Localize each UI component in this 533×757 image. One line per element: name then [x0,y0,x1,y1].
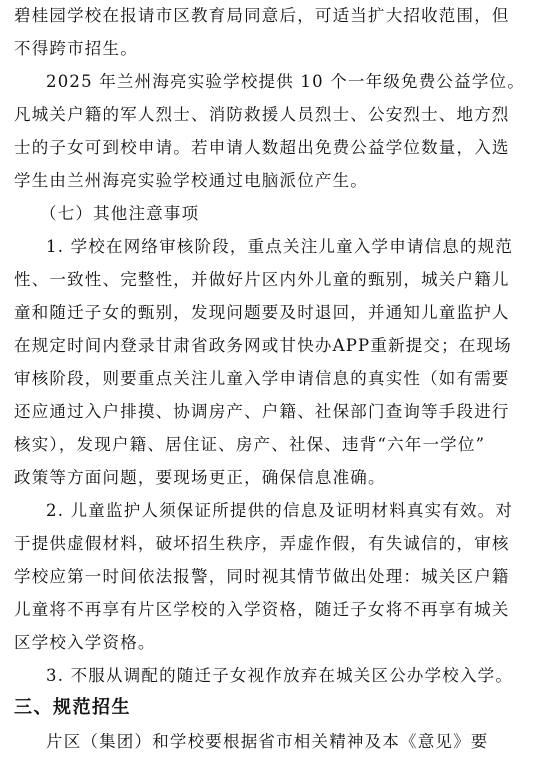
text-line: 还应通过入户排摸、协调房产、户籍、社保部门查询等手段进行 [14,402,510,421]
text-line: 1. 学校在网络审核阶段，重点关注儿童入学申请信息的规范 [46,237,514,256]
text-line: 性、一致性、完整性，并做好片区内外儿童的甄别，城关户籍儿 [14,270,510,289]
text-line: 2. 儿童监护人须保证所提供的信息及证明材料真实有效。对 [46,501,514,520]
text-line: 不得跨市招生。 [14,39,138,58]
text-line: 学生由兰州海亮实验学校通过电脑派位产生。 [14,171,368,190]
text-line: 碧桂园学校在报请市区教育局同意后，可适当扩大招收范围，但 [14,6,510,25]
section-heading: （七）其他注意事项 [40,204,200,223]
text-line: 政策等方面问题，要现场更正，确保信息准确。 [14,468,386,487]
chapter-heading: 三、规范招生 [14,697,131,718]
text-line: 童和随迁子女的甄别，发现问题要及时退回，并通知儿童监护人 [14,303,510,322]
text-line: 士的子女可到校申请。若申请人数超出免费公益学位数量，入选 [14,138,510,157]
text-line: 3. 不服从调配的随迁子女视作放弃在城关区公办学校入学。 [46,666,514,685]
text-line: 2025 年兰州海亮实验学校提供 10 个一年级免费公益学位。 [46,72,525,91]
text-line: 学校应第一时间依法报警，同时视其情节做出处理：城关区户籍 [14,567,510,586]
text-line: 凡城关户籍的军人烈士、消防救援人员烈士、公安烈士、地方烈 [14,105,510,124]
text-line: 在规定时间内登录甘肃省政务网或甘快办APP重新提交；在现场 [14,336,512,355]
text-line: 儿童将不再享有片区学校的入学资格，随迁子女将不再享有城关 [14,600,510,619]
text-line: 审核阶段，则要重点关注儿童入学申请信息的真实性（如有需要 [14,369,510,388]
text-line: 片区（集团）和学校要根据省市相关精神及本《意见》要 [46,732,489,751]
text-line: 核实），发现户籍、居住证、房产、社保、违背“六年一学位” [14,435,486,454]
text-line: 区学校入学资格。 [14,633,156,652]
text-line: 于提供虚假材料，破坏招生秩序，弄虚作假，有失诚信的，审核 [14,534,510,553]
